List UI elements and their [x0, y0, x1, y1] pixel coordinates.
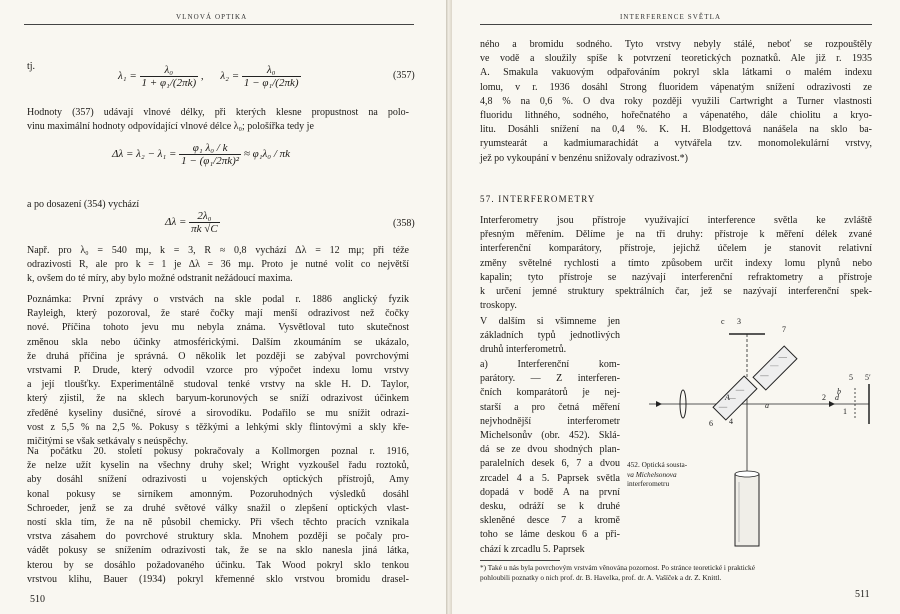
- text-line: V dalším si všimneme jen: [480, 316, 620, 327]
- equation-358: [165, 210, 220, 235]
- footnote: [480, 563, 876, 583]
- text-line: desku, odráží se k druhé: [480, 501, 620, 513]
- text-line: změnou skla nebo účinky atmosférickými. Dalším zkoumáním se ukázalo,: [27, 336, 409, 348]
- eq-dl-denominator: 1 − (φ₁/2πk)²: [181, 155, 240, 167]
- label-a: a: [765, 401, 769, 410]
- footnote-rule: [480, 560, 560, 561]
- label-5: 5: [849, 373, 853, 382]
- text-line: a její tloušťky. Experimentálně studoval tenké vrstvy na skle H. D. Taylor,: [27, 379, 409, 391]
- label-7: 7: [782, 325, 786, 334]
- text-line: a) Interferenční kom-: [480, 359, 620, 370]
- paragraph-halfwidth: [27, 106, 409, 134]
- label-1: 1: [843, 407, 847, 416]
- eq357-lambda2: λ₂ =: [220, 70, 240, 83]
- text-line: k, ovšem do té míry, aby bylo možné odstranit nežádoucí maxima.: [27, 273, 293, 285]
- plate-6: [713, 376, 757, 420]
- text-line: Michelsonův (obr. 452). Sklá-: [480, 430, 620, 442]
- caption-line: interferometru: [627, 479, 670, 488]
- text-line: interferenční komparátory, přístroje, jejichž účelem je stanovit relativní: [480, 243, 872, 255]
- text-line: že nelze užít kyselin na všechny druhy skel; Wright vyzkoušel řadu roztoků,: [27, 460, 409, 472]
- text-line: ryumstearát a kadmiumarachidát a vytvářela tzv. monomolekulární vrstvy,: [480, 138, 872, 150]
- text-line: změny světelné rychlosti a tímto způsobem určit indexy lomu plynů nebo: [480, 257, 872, 269]
- label-6: 6: [709, 419, 713, 428]
- text-line: troskopy.: [480, 300, 517, 312]
- label-b: b: [837, 387, 841, 396]
- text-line: litu. Dosáhli snížení na 0,4 %. K. H. Blodgettová nanášela na sklo ba-: [480, 124, 872, 136]
- paragraph-interferometers: [480, 214, 872, 313]
- eq357-numerator-1: λ₀: [140, 64, 199, 77]
- label-5-prime: 5′: [865, 373, 871, 382]
- intro-label: tj.: [27, 61, 36, 72]
- equation-357: [118, 64, 301, 89]
- text-line: že druhá příčina je správná. O několik let později se zabýval povrchovými: [27, 350, 409, 362]
- text-line: paralelních desek 6, 7 a dvou: [480, 458, 620, 470]
- section-title: 57. INTERFEROMETRY: [480, 194, 596, 204]
- telescope-lens: [735, 471, 759, 477]
- eq358-denominator: πk √C: [191, 223, 218, 235]
- text-line: konal pokusy se sirníkem amonným. Pozoruhodných výsledků dosáhl: [27, 488, 409, 500]
- right-page: [452, 0, 900, 614]
- equation-number-357: (357): [393, 70, 415, 81]
- figure-caption: [627, 460, 687, 489]
- running-head-rule: [480, 24, 872, 25]
- eq-dl-numerator: φ₁ λ₀ / k: [179, 142, 241, 155]
- paragraph-example: [27, 244, 409, 287]
- text-line: A. Smakula vakuovým odpařováním pokryl skla látkami o malém indexu: [480, 67, 872, 79]
- text-line: odrazivosti R, ale pro k = 1 je Δλ = 36 mμ. Proto je nutné volit co největší: [27, 259, 409, 271]
- text-line: dopadá v bodě A na první: [480, 486, 620, 498]
- text-line: chází k zrcadlu 5. Paprsek: [480, 543, 585, 555]
- paragraph-note: [27, 293, 409, 449]
- label-c: c: [721, 317, 725, 326]
- text-line: vádět pokusy se snížením odrazivosti tak, že se na sklo nanesla jiná látka,: [27, 545, 409, 557]
- page-number-right: 511: [855, 589, 870, 600]
- text-line: fluoridu lithného, sodného, hořečnatého a vápenatého, dále chiolitu a kryo-: [480, 110, 872, 122]
- footnote-line: pohloubili poznatky o nich prof. dr. B. Havelka, prof. dr. A. Vašíček a dr. Z. Knittl.: [480, 573, 722, 582]
- eq-dl-lhs: Δλ = λ₂ − λ₁ =: [112, 148, 177, 161]
- paragraph-types: [480, 315, 620, 358]
- equation-delta-lambda: [112, 142, 290, 167]
- text-line: ve vodě a sloužily spíše k potvrzení teoretických poznatků. Ale již r. 1935: [480, 53, 872, 65]
- eq358-numerator: 2λ₀: [189, 210, 220, 223]
- text-line: aby dosáhl snížení odrazivosti u vojenských optických přístrojů, Amy: [27, 474, 409, 486]
- text-line: který zjistil, že na sklech baryum-korunových se sníží odrazivost účinkem: [27, 393, 409, 405]
- page-number-left: 510: [30, 594, 45, 605]
- paragraph-continuation: [480, 38, 872, 166]
- caption-line: va Michelsonova: [627, 469, 677, 479]
- running-head-left: VLNOVÁ OPTIKA: [176, 13, 248, 21]
- text-line: 4,8 % na 0,6 %. O dva roky později využili Cartwright a Turner vlastnosti: [480, 95, 872, 107]
- eq357-comma: ,: [200, 70, 204, 83]
- text-line: k určení jemné struktury spektrálních čar, jež se nazývají interferenční spek-: [480, 286, 872, 298]
- text-line: mičitými se však setkávaly s neúspěchy.: [27, 436, 188, 448]
- text-line: skleněné desce 7 a kromě: [480, 515, 620, 527]
- text-line: Hodnoty (357) udávají vlnové délky, při kterých klesne propustnost na polo-: [27, 107, 409, 118]
- eq357-lambda1: λ₁ =: [118, 70, 137, 83]
- text-line: vrstvou klihu, Bauer (1934) pokryl křemenné sklo vrstvou bromidu drasel-: [27, 573, 409, 585]
- paragraph-comparators: [480, 358, 620, 557]
- text-line: zředěné kyseliny dusičné, sírové a sirovodíku. Podařilo se mu snížit odrazi-: [27, 407, 409, 419]
- running-head-rule: [24, 24, 414, 25]
- equation-number-358: (358): [393, 218, 415, 229]
- text-line: jež po vykoupání v benzénu snižovaly odrazivost.*): [480, 152, 688, 164]
- text-line: vrstvami P. Drude, který odvodil vzorce pro výpočet indexu lomu vrstvy: [27, 365, 409, 377]
- text-line: Na počátku 20. století pokusy pokračovaly a Kollmorgen poznal r. 1916,: [27, 446, 409, 457]
- text-line: starší a pro četná měření: [480, 401, 620, 413]
- eq357-numerator-2: λ₀: [242, 64, 301, 77]
- text-line: kterou by se dosáhlo požadovaného účinku. Tak Wood pokryl sklo tenkou: [27, 559, 409, 571]
- text-line: zrcadel 4 a 5. Paprsek světla: [480, 472, 620, 484]
- label-2: 2: [822, 393, 826, 402]
- text-line: Interferometry jsou přístroje využívající interference světla ke zvláště: [480, 215, 872, 226]
- text-line: druhů interferometrů.: [480, 344, 567, 356]
- text-line: čních komparátorů je nej-: [480, 387, 620, 399]
- label-4: 4: [729, 417, 733, 426]
- text-line: ného a bromidu sodného. Tyto vrstvy nebyly stálé, neboť se rozpouštěly: [480, 39, 872, 50]
- eq-dl-approx: ≈ φ₁λ₀ / πk: [243, 148, 291, 161]
- paragraph-history: [27, 445, 409, 587]
- text-line: nejvhodnější interferometr: [480, 415, 620, 427]
- plate-7: [753, 346, 797, 390]
- label-A: A: [725, 393, 730, 402]
- label-d: d: [835, 393, 839, 402]
- label-3: 3: [737, 317, 741, 326]
- text-line: nové. Příčina tohoto jevu mu nebyla známa. Vysvětloval tuto skutečnost: [27, 322, 409, 334]
- text-line: Poznámka: První zprávy o vrstvách na skle podal r. 1886 anglický fyzik: [27, 294, 409, 305]
- eq358-lhs: Δλ =: [165, 216, 187, 229]
- text-line: přesným měřením. Dělíme je na tři druhy: přístroje k měření délek zvané: [480, 229, 872, 241]
- caption-line: 452. Optická sousta-: [627, 460, 688, 469]
- beam-arrow-left: [656, 401, 662, 407]
- telescope: [735, 474, 759, 546]
- running-head-right: INTERFERENCE SVĚTLA: [620, 13, 722, 21]
- footnote-line: *) Také u nás byla povrchovým vrstvám věnována pozornost. Po stránce teoretické i praktické: [480, 563, 755, 572]
- eq357-denominator-2: 1 − φ₁/(2πk): [243, 77, 299, 89]
- text-line: Rayleigh, který pozoroval, že staré čočky mají menší odrazivost než čočky: [27, 308, 409, 320]
- eq357-denominator-1: 1 + φ₁/(2πk): [141, 77, 197, 89]
- text-line: Např. pro λ₀ = 540 mμ, k = 3, R ≈ 0,8 vychází Δλ = 12 mμ; při téže: [27, 245, 409, 256]
- michelson-figure: [637, 302, 882, 557]
- text-line: lomu, v r. 1936 dosáhl Strong fluoridem vápenatým snížení odrazivosti ze: [480, 81, 872, 93]
- text-line: vrstva zásahem do povrchové struktury skla. Mnohem později se počaly pro-: [27, 531, 409, 543]
- text-line: parátory. — Z interferen-: [480, 373, 620, 385]
- left-page: [0, 0, 446, 614]
- text-line: Schroeder, jenž se za druhé světové války snažil o zlepšení optických vlast-: [27, 502, 409, 514]
- text-line: vinu maximální hodnoty odpovídající vlnové délce λ₀; pološířka tedy je: [27, 121, 314, 133]
- text-line: vost z 5,5 % na 2,5 %. Pokusy s těžkými a lehkými skly flintovými a skly kře-: [27, 421, 409, 433]
- text-line: kapalin; tyto přístroje se nazývají interferenční refraktometry a přístroje: [480, 271, 872, 283]
- text-line: toho se láme deskou 6 a při-: [480, 529, 620, 541]
- text-line: základních typů jednotlivých: [480, 330, 620, 342]
- text-line: dá se ze dvou shodných plan-: [480, 444, 620, 456]
- paragraph-substitution: a po dosazení (354) vychází: [27, 199, 140, 210]
- text-line: ností skla tím, že na ně působil chemicky. Při všech těchto pracích vznikala: [27, 517, 409, 529]
